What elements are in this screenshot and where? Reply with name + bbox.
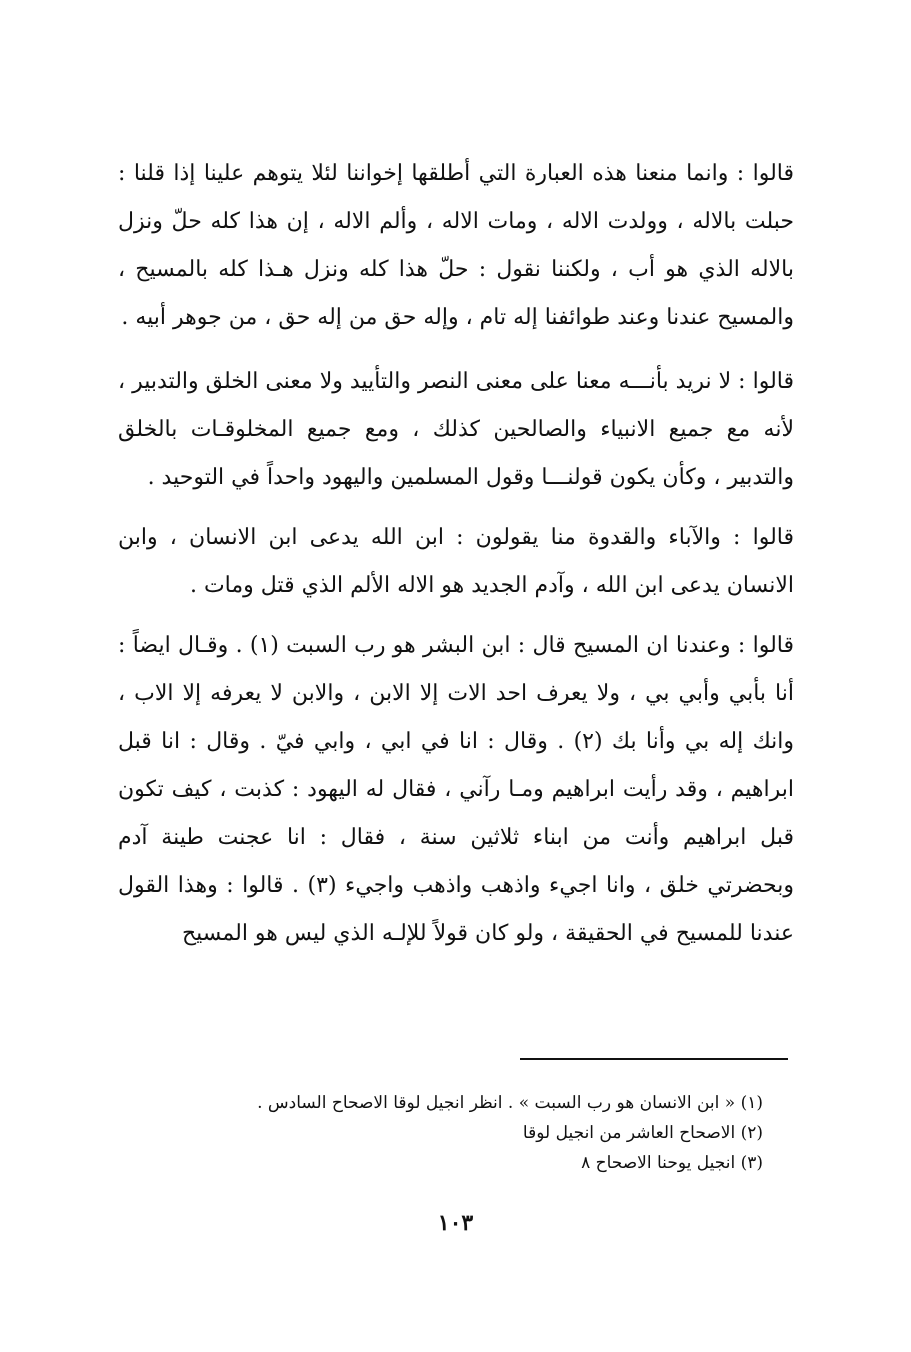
footnotes (203, 1088, 763, 1178)
main-text (118, 150, 794, 958)
footnote-3: (٣) انجيل يوحنا الاصحاح ٨ (581, 1153, 763, 1173)
page-number: ١٠٣ (437, 1210, 474, 1236)
paragraph-1: قالوا : وانما منعنا هذه العبارة التي أطلقها إخواننا لئلا يتوهم علينا إذا قلنا : حبلت بالاله ، وولدت الاله ، ومات الاله ، وألم الاله ، إن هذا كله حلّ ونزل بالاله الذي هو أب ، ولكننا نقول : حلّ هذا كله ونزل هـذا كله بالمسيح ، والمسيح عندنا وعند طوائفنا إله تام ، وإله حق من إله حق ، من جوهر أبيه . (118, 161, 794, 330)
paragraph-2: قالوا : لا نريد بأنـــه معنا على معنى النصر والتأييد ولا معنى الخلق والتدبير ، لأنه مع جميع الانبياء والصالحين كذلك ، ومع جميع المخلوقـات بالخلق والتدبير ، وكأن يكون قولنـــا وقول المسلمين واليهود واحداً في التوحيد . (118, 369, 794, 490)
paragraph-4: قالوا : وعندنا ان المسيح قال : ابن البشر هو رب السبت (١) . وقـال ايضاً : أنا بأبي وأبي بي ، ولا يعرف احد الات إلا الابن ، والابن لا يعرفه إلا الاب ، وانك إله بي وأنا بك (٢) . وقال : انا في ابي ، وابي فيّ . وقال : انا قبل ابراهيم ، وقد رأيت ابراهيم ومـا رآني ، فقال له اليهود : كذبت ، كيف تكون قبل ابراهيم وأنت من ابناء ثلاثين سنة ، فقال : انا عجنت طينة آدم وبحضرتي خلق ، وانا اجيء واذهب واذهب واجيء (٣) . قالوا : وهذا القول عندنا للمسيح في الحقيقة ، ولو كان قولاً للإلـه الذي ليس هو المسيح (118, 633, 794, 946)
footnote-1: (١) « ابن الانسان هو رب السبت » . انظر انجيل لوقا الاصحاح السادس . (257, 1093, 763, 1113)
footnote-2: (٢) الاصحاح العاشر من انجيل لوقا (522, 1123, 763, 1143)
footnote-separator (520, 1058, 788, 1060)
paragraph-3: قالوا : والآباء والقدوة منا يقولون : ابن الله يدعى ابن الانسان ، وابن الانسان يدعى ابن الله ، وآدم الجديد هو الاله الألم الذي قتل ومات . (118, 525, 794, 598)
